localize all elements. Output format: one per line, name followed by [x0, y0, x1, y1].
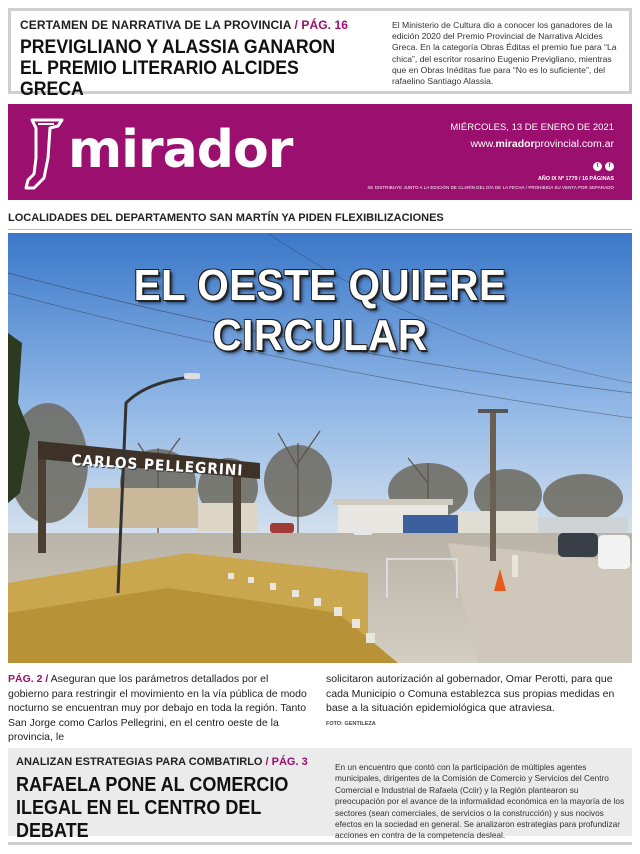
masthead-logo[interactable]: mirador — [68, 120, 293, 180]
bottom-teaser[interactable] — [8, 748, 632, 842]
masthead-distribution: SE DISTRIBUYE JUNTO A LA EDICIÓN DE CLARÍN DEL DÍA DE LA FECHA / PROHIBIDA SU VENTA POR SEPARADO — [367, 185, 614, 190]
main-story-title[interactable]: EL OESTE QUIERE CIRCULAR — [133, 261, 507, 360]
main-story-body-col2: solicitaron autorización al gobernador, Omar Perotti, para que cada Municipio o Comuna establezca sus propias medidas en base a la situación epidemiológica que atraviesa. — [326, 673, 615, 714]
facebook-icon[interactable]: f — [605, 162, 614, 171]
main-story-kicker: LOCALIDADES DEL DEPARTAMENTO SAN MARTÍN YA PIDEN FLEXIBILIZACIONES — [8, 212, 444, 224]
main-story-page-ref: PÁG. 2 / — [8, 673, 49, 685]
bottom-teaser-kicker: ANALIZAN ESTRATEGIAS PARA COMBATIRLO / PÁG. 3 — [16, 756, 308, 768]
bottom-divider — [8, 842, 632, 845]
carlos-pellegrini-sign: CARLOS PELLEGRINI — [70, 451, 244, 480]
bottom-teaser-page-ref: PÁG. 3 — [271, 756, 308, 768]
main-story-photo[interactable] — [8, 233, 632, 663]
top-teaser-summary: El Ministerio de Cultura dio a conocer los ganadores de la edición 2020 del Premio Provincial de Narrativa Alcides Greca. En la categoría Obras Éditas el premio fue para “La chica”, del escritor rosarino Eugenio Previgliano, mientras que en Obras Inéditas fue para “No es lo suficiente”, del rafaelino Santiago Alassia. — [392, 20, 617, 87]
social-icons — [593, 162, 614, 171]
masthead-date: MIÉRCOLES, 13 DE ENERO DE 2021 — [450, 122, 614, 133]
masthead-edition: AÑO IX Nº 1779 / 16 PÁGINAS — [538, 176, 614, 182]
bottom-teaser-summary: En un encuentro que contó con la participación de múltiples agentes municipales, dirigentes de la Comisión de Comercio y Servicios del Centro Comercial e Industrial de Rafaela (Cciir) y la Región plantearon su preocupación por el avance de la informalidad económica en la mayoría de los sectores (sean comerciales, de servicios o la construcción) y sus nocivos efectos en la sociedad en general. Se analizaron estrategias para profundizar acciones en contra de la competencia desleal. — [335, 762, 625, 841]
boot-logo-icon — [24, 118, 68, 190]
main-story-body-col1: PÁG. 2 / Aseguran que los parámetros detallados por el gobierno para restringir el movimiento en la vía pública de modo nocturno se encuentran muy por debajo en toda la región. Tanto San Jorge como Carlos Pellegrini, en el centro oeste de la provincia, le — [8, 673, 307, 743]
masthead-website[interactable]: www.miradorprovincial.com.ar — [470, 138, 614, 150]
top-teaser-headline[interactable]: PREVIGLIANO Y ALASSIA GANARON EL PREMIO LITERARIO ALCIDES GRECA — [20, 37, 336, 100]
bottom-teaser-headline[interactable]: RAFAELA PONE AL COMERCIO ILEGAL EN EL CENTRO DEL DEBATE — [16, 774, 289, 842]
twitter-icon[interactable]: t — [593, 162, 602, 171]
divider — [8, 229, 632, 230]
top-teaser-kicker: CERTAMEN DE NARRATIVA DE LA PROVINCIA / PÁG. 16 — [20, 18, 349, 32]
top-teaser-page-ref: PÁG. 16 — [301, 18, 349, 32]
photo-credit: FOTO: GENTILEZA — [326, 721, 376, 727]
top-teaser[interactable] — [8, 8, 632, 100]
masthead — [8, 104, 632, 200]
